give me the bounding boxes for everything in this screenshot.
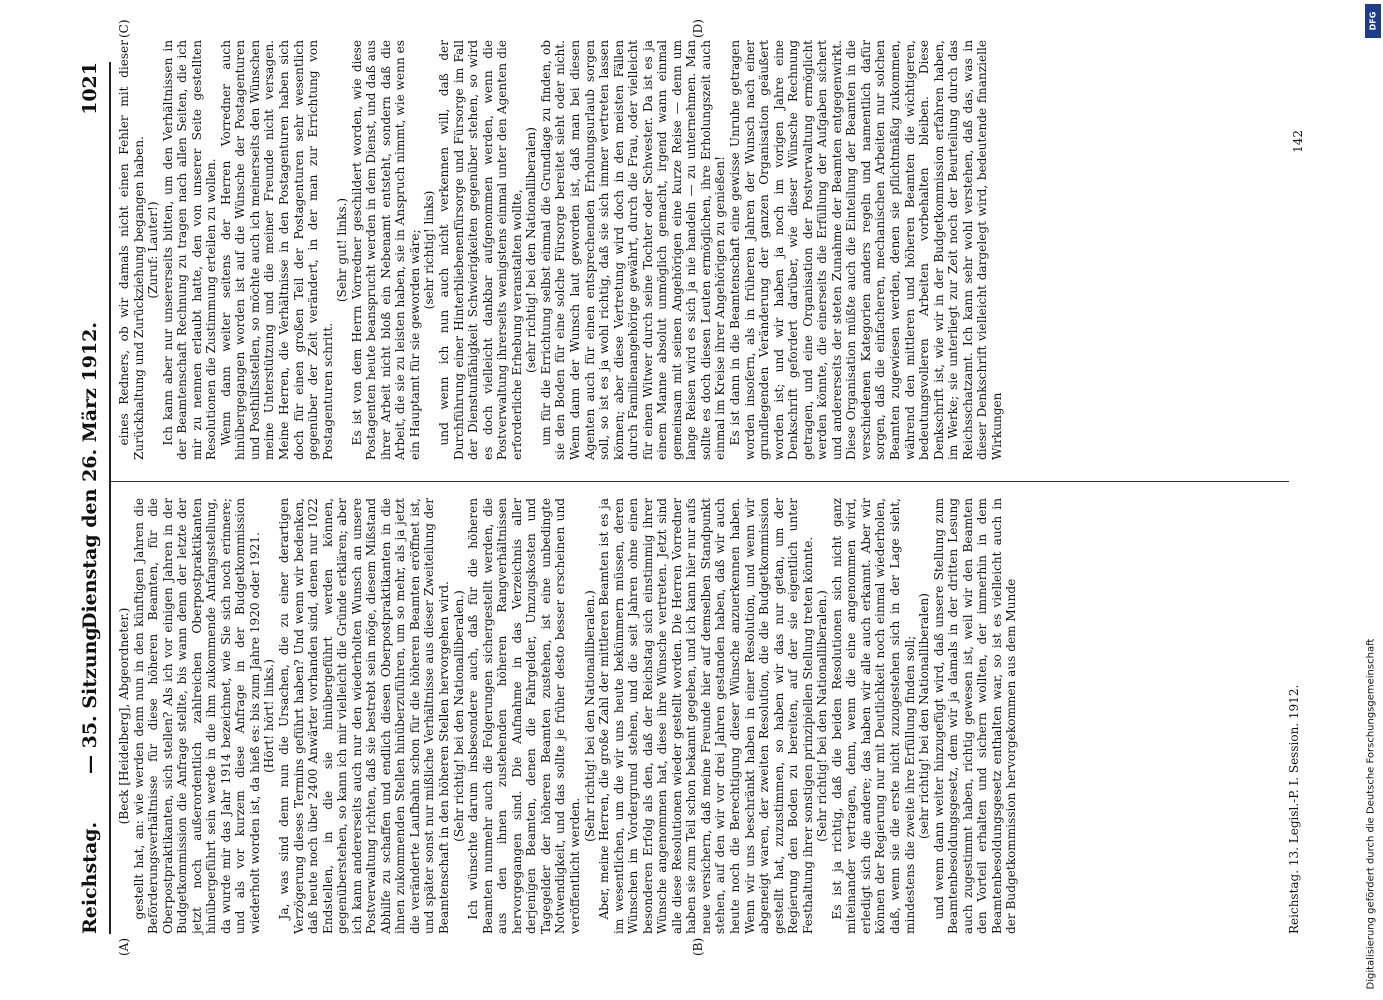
- header-session: — 35. Sitzung.: [79, 620, 101, 774]
- paragraph: Es ist von dem Herrn Vorredner geschildert worden, wie diese Postagenten heute beansprucht werden in dem Dienst, und daß aus ihrer Arbeit nicht bloß ein Nebenamt entsteht, sondern daß die Arbeit, die sie zu leisten haben, sie in Anspruch nimmt, wie wenn es ein Hauptamt für sie geworden wäre;: [349, 40, 422, 460]
- paragraph: Wenn dann weiter seitens der Herren Vorredner auch hinübergegangen worden ist auf die Wünsche der Postagenturen und Posthilfsstellen, so möchte auch ich meinerseits den Wünschen meine Unterstützung und die meiner Freunde nicht versagen. Meine Herren, die Verhältnisse in den Postagenturen haben sich doch für einen großen Teil der Postagenturen sehr wesentlich gegenüber der Zeit verändert, in der man zur Errichtung von Postagenturen schritt.: [218, 40, 335, 460]
- margin-mark-d: (D): [691, 19, 705, 38]
- interjection: (Zuruf: Lauter!): [146, 201, 161, 299]
- interjection: (Sehr richtig! bei den Nationalliberalen.): [451, 590, 466, 842]
- margin-mark-a: (A): [117, 937, 131, 956]
- page-header: [79, 62, 105, 934]
- paragraph: Aber, meine Herren, die große Zahl der mittleren Beamten ist es ja im wesentlichen, um die wir uns heute bekümmern müssen, deren Wünschen im Vordergrund stehen, und die seit Jahren ohne einen besonderen Erfolg als den, daß der Reichstag sich einstimmig ihrer Wünsche angenommen hat, diese ihre Wünsche vertreten. Jetzt sind alle diese Resolutionen wieder gestellt worden. Die Herren Vorredner haben sie zum Teil schon bekannt gegeben, und ich kann hier nur aufs neue versichern, daß meine Freunde hier auf demselben Standpunkt stehen, auf den wir vor drei Jahren gestanden haben, daß wir auch heute noch die Berechtigung dieser Wünsche anzuerkennen haben. Wenn wir uns beschränkt haben in einer Resolution, und wenn wir abgeneigt waren, der zweiten Resolution, die die Budgetkommission gestellt hat, zuzustimmen, so haben wir das nur getan, um der Regierung den Boden zu bereiten, auf der sie eigentlich unter Festhaltung ihrer sonstigen prinzipiellen Stellung treten könnte.: [597, 498, 815, 934]
- paragraph: Ich kann aber nur unsererseits bitten, um den Verhältnissen in der Beamtenschaft Rechnung zu tragen nach allen Seiten, die ich mir zu nennen erlaubt hatte, den von unserer Seite gestellten Resolutionen die Zustimmung erteilen zu wollen.: [160, 40, 219, 460]
- paragraph: und wenn dann weiter hinzugefügt wird, daß unsere Stellung zum Beamtenbesoldungsgesetz, dem wir ja damals in der dritten Lesung auch zugestimmt haben, richtig gewesen ist, weil wir den Beamten den Vorteil erhalten und sichern wollten, der immerhin in dem Beamtenbesoldungsgesetz enthalten war, so ist es vielleicht auch in der Budgetkommission hervorgekommen aus dem Munde: [931, 498, 1019, 934]
- column-divider: [111, 481, 1289, 482]
- digitization-text: Digitalisierung gefördert durch die Deutsche Forschungsgemeinschaft: [1365, 638, 1377, 990]
- paragraph: und wenn ich nun auch nicht verkennen will, daß der Durchführung einer Hinterbliebenenfürsorge und Fürsorge im Fall der Dienstunfähigkeit Schwierigkeiten gegenüber stehen, so wird es doch vielleicht dankbar aufgenommen werden, wenn die Postverwaltung ihrerseits wenigstens einmal unter den Agenten die erforderliche Erhebung veranstalten wollte,: [437, 40, 524, 460]
- scanned-page: [51, 19, 1331, 970]
- paragraph: um für die Errichtung selbst einmal die Grundlage zu finden, ob sie den Boden für eine solche Fürsorge bereitet sieht oder nicht. Wenn dann der Wunsch laut geworden ist, daß man bei diesen Agenten auch für einen entsprechenden Erholungsurlaub sorgen soll, so ist es ja wohl richtig, daß sie sich immer vertreten lassen können; aber diese Vertretung wird doch in den meisten Fällen durch Familienangehörige gewährt, durch die Frau, oder vielleicht für einen Witwer durch seine Tochter oder Schwester. Da ist es ja einem Manne absolut unmöglich gemacht, irgend wann einmal gemeinsam mit seinen Angehörigen eine kurze Reise — denn um lange Reisen wird es sich ja nie handeln — zu unternehmen. Man sollte es doch diesen Leuten ermöglichen, ihre Erholungszeit auch einmal im Kreise ihrer Angehörigen zu genießen!: [538, 40, 728, 460]
- speaker-note: (Beck [Heidelberg], Abgeordneter.): [117, 607, 131, 825]
- paragraph: Es ist ja richtig, daß die beiden Resolutionen sich nicht ganz miteinander vertragen, denn, wenn die eine angenommen wird, erledigt sich die andere; das haben wir alle auch erkannt. Aber wir können der Regierung nur mit Deutlichkeit noch einmal wiederholen, daß, wenn sie die erste nicht zuzugestehen sich in der Lage sieht, mindestens die zweite ihre Erfüllung finden soll;: [829, 498, 917, 934]
- page-number: 1021: [79, 62, 101, 115]
- header-rule: [109, 62, 111, 934]
- paragraph: eines Redners, ob wir damals nicht einen Fehler mit dieser Zurückhaltung und Zurückziehung begangen haben.: [117, 40, 146, 460]
- paragraph: Es ist dann in die Beamtenschaft eine gewisse Unruhe getragen worden insofern, als in früheren Jahren der Wunsch nach einer grundlegenden Veränderung der ganzen Organisation geäußert worden ist; und wir haben ja noch im vorigen Jahre eine Denkschrift gefordert darüber, wie dieser Wünsche Rechnung getragen, und eine Organisation der Postverwaltung ermöglicht werden könnte, die einerseits die Erfüllung der Aufgaben sichert und andererseits der steten Zunahme der Beamten entgegenwirkt. Diese Organisation müßte auch die Einteilung der Beamten in die verschiedenen Kategorien anders regeln und namentlich dafür sorgen, daß die einfacheren, mechanischen Arbeiten nur solchen Beamten zugewiesen werden, denen sie pflichtmäßig zukommen, während den mittleren und höheren Beamten die wichtigeren, bedeutungsvolleren Arbeiten vorbehalten bleiben. Diese Denkschrift ist, wie wir in der Budgetkommission erfahren haben, im Werke; sie unterliegt zur Zeit noch der Beurteilung durch das Reichsschatzamt. Ich kann sehr wohl verstehen, daß das, was in dieser Denkschrift vielleicht dargelegt wird, bedeutende finanzielle Wirkungen: [727, 40, 1004, 460]
- header-reichstag: Reichstag.: [79, 821, 101, 934]
- interjection: (Hört! hört! links.): [262, 659, 277, 773]
- margin-mark-b: (B): [691, 937, 705, 956]
- right-column: [117, 40, 1004, 460]
- interjection: (Sehr richtig! bei den Nationalliberalen.): [815, 590, 830, 842]
- header-date: Dienstag den 26. März 1912.: [79, 322, 101, 630]
- interjection: (sehr richtig! links): [422, 190, 437, 310]
- footer-sheet-number: 142: [1291, 130, 1305, 153]
- paragraph: Ich wünschte darum insbesondere auch, daß für die höheren Beamten nunmehr auch die Folgerungen sichergestellt werden, die aus den ihnen zustehenden höheren Rangverhältnissen hervorgegangen sind. Die Aufnahme in das Verzeichnis aller derjenigen Beamten, denen die Fahrgelder, Umzugskosten und Tagegelder der höheren Beamten zustehen, ist eine unbedingte Notwendigkeit, und das sollte je früher desto besser erscheinen und veröffentlicht werden.: [466, 498, 582, 934]
- interjection: (sehr richtig! bei den Nationalliberalen): [917, 593, 932, 839]
- margin-mark-c: (C): [117, 19, 131, 38]
- digitization-note: [1360, 8, 1382, 992]
- dfg-logo: [1365, 4, 1381, 38]
- paragraph: gestellt hat, an: wie werden denn nun in den künftigen Jahren die Beförderungsverhältnisse für diese höheren Beamten, für die Oberpostpraktikanten, sich stellen? Als ich vor einigen Jahren in der Budgetkommission die Anfrage stellte, bis wann denn der letzte der jetzt noch außerordentlich zahlreichen Oberpostpraktikanten hinübergeführt sein werde in die ihm zukommende Anfangsstellung, da wurde mir das Jahr 1914 bezeichnet, wie Sie sich noch erinnere; und als vor kurzem diese Anfrage in der Budgetkommission wiederholt worden ist, da hieß es: bis zum Jahre 1920 oder 1921.: [131, 498, 262, 934]
- paragraph: Ja, was sind denn nun die Ursachen, die zu einer derartigen Verzögerung dieses Termins geführt haben? Und wenn wir bedenken, daß heute noch über 2400 Anwärter vorhanden sind, denen nur 1022 Endstellen, in die sie hinübergeführt werden können, gegenüberstehen, so kann ich mir vielleicht die Gründe erklären; aber ich kann andererseits auch nur den wiederholten Wunsch an unsere Postverwaltung richten, daß sie bestrebt sein möge, diesem Mißstand Abhilfe zu schaffen und endlich diesen Oberpostpraktikanten in die ihnen zukommenden Stellen hinüberzuführen, um so mehr, als ja jetzt die veränderte Laufbahn schon für die höheren Beamten eröffnet ist, und später sonst nur mißliche Verhältnisse aus dieser Zweiteilung der Beamtenschaft in den höheren Stellen hervorgehen wird.: [277, 498, 452, 934]
- interjection: (sehr richtig! bei den Nationalliberalen): [524, 127, 539, 373]
- left-column: [117, 498, 1019, 934]
- dfg-logo-text: DFG: [1368, 11, 1378, 31]
- interjection: (Sehr richtig! bei den Nationalliberalen.): [582, 590, 597, 842]
- interjection: (Sehr gut! links.): [335, 197, 350, 303]
- footer-legislature: Reichstag. 13. Legisl.-P. I. Session. 1912.: [1287, 684, 1301, 934]
